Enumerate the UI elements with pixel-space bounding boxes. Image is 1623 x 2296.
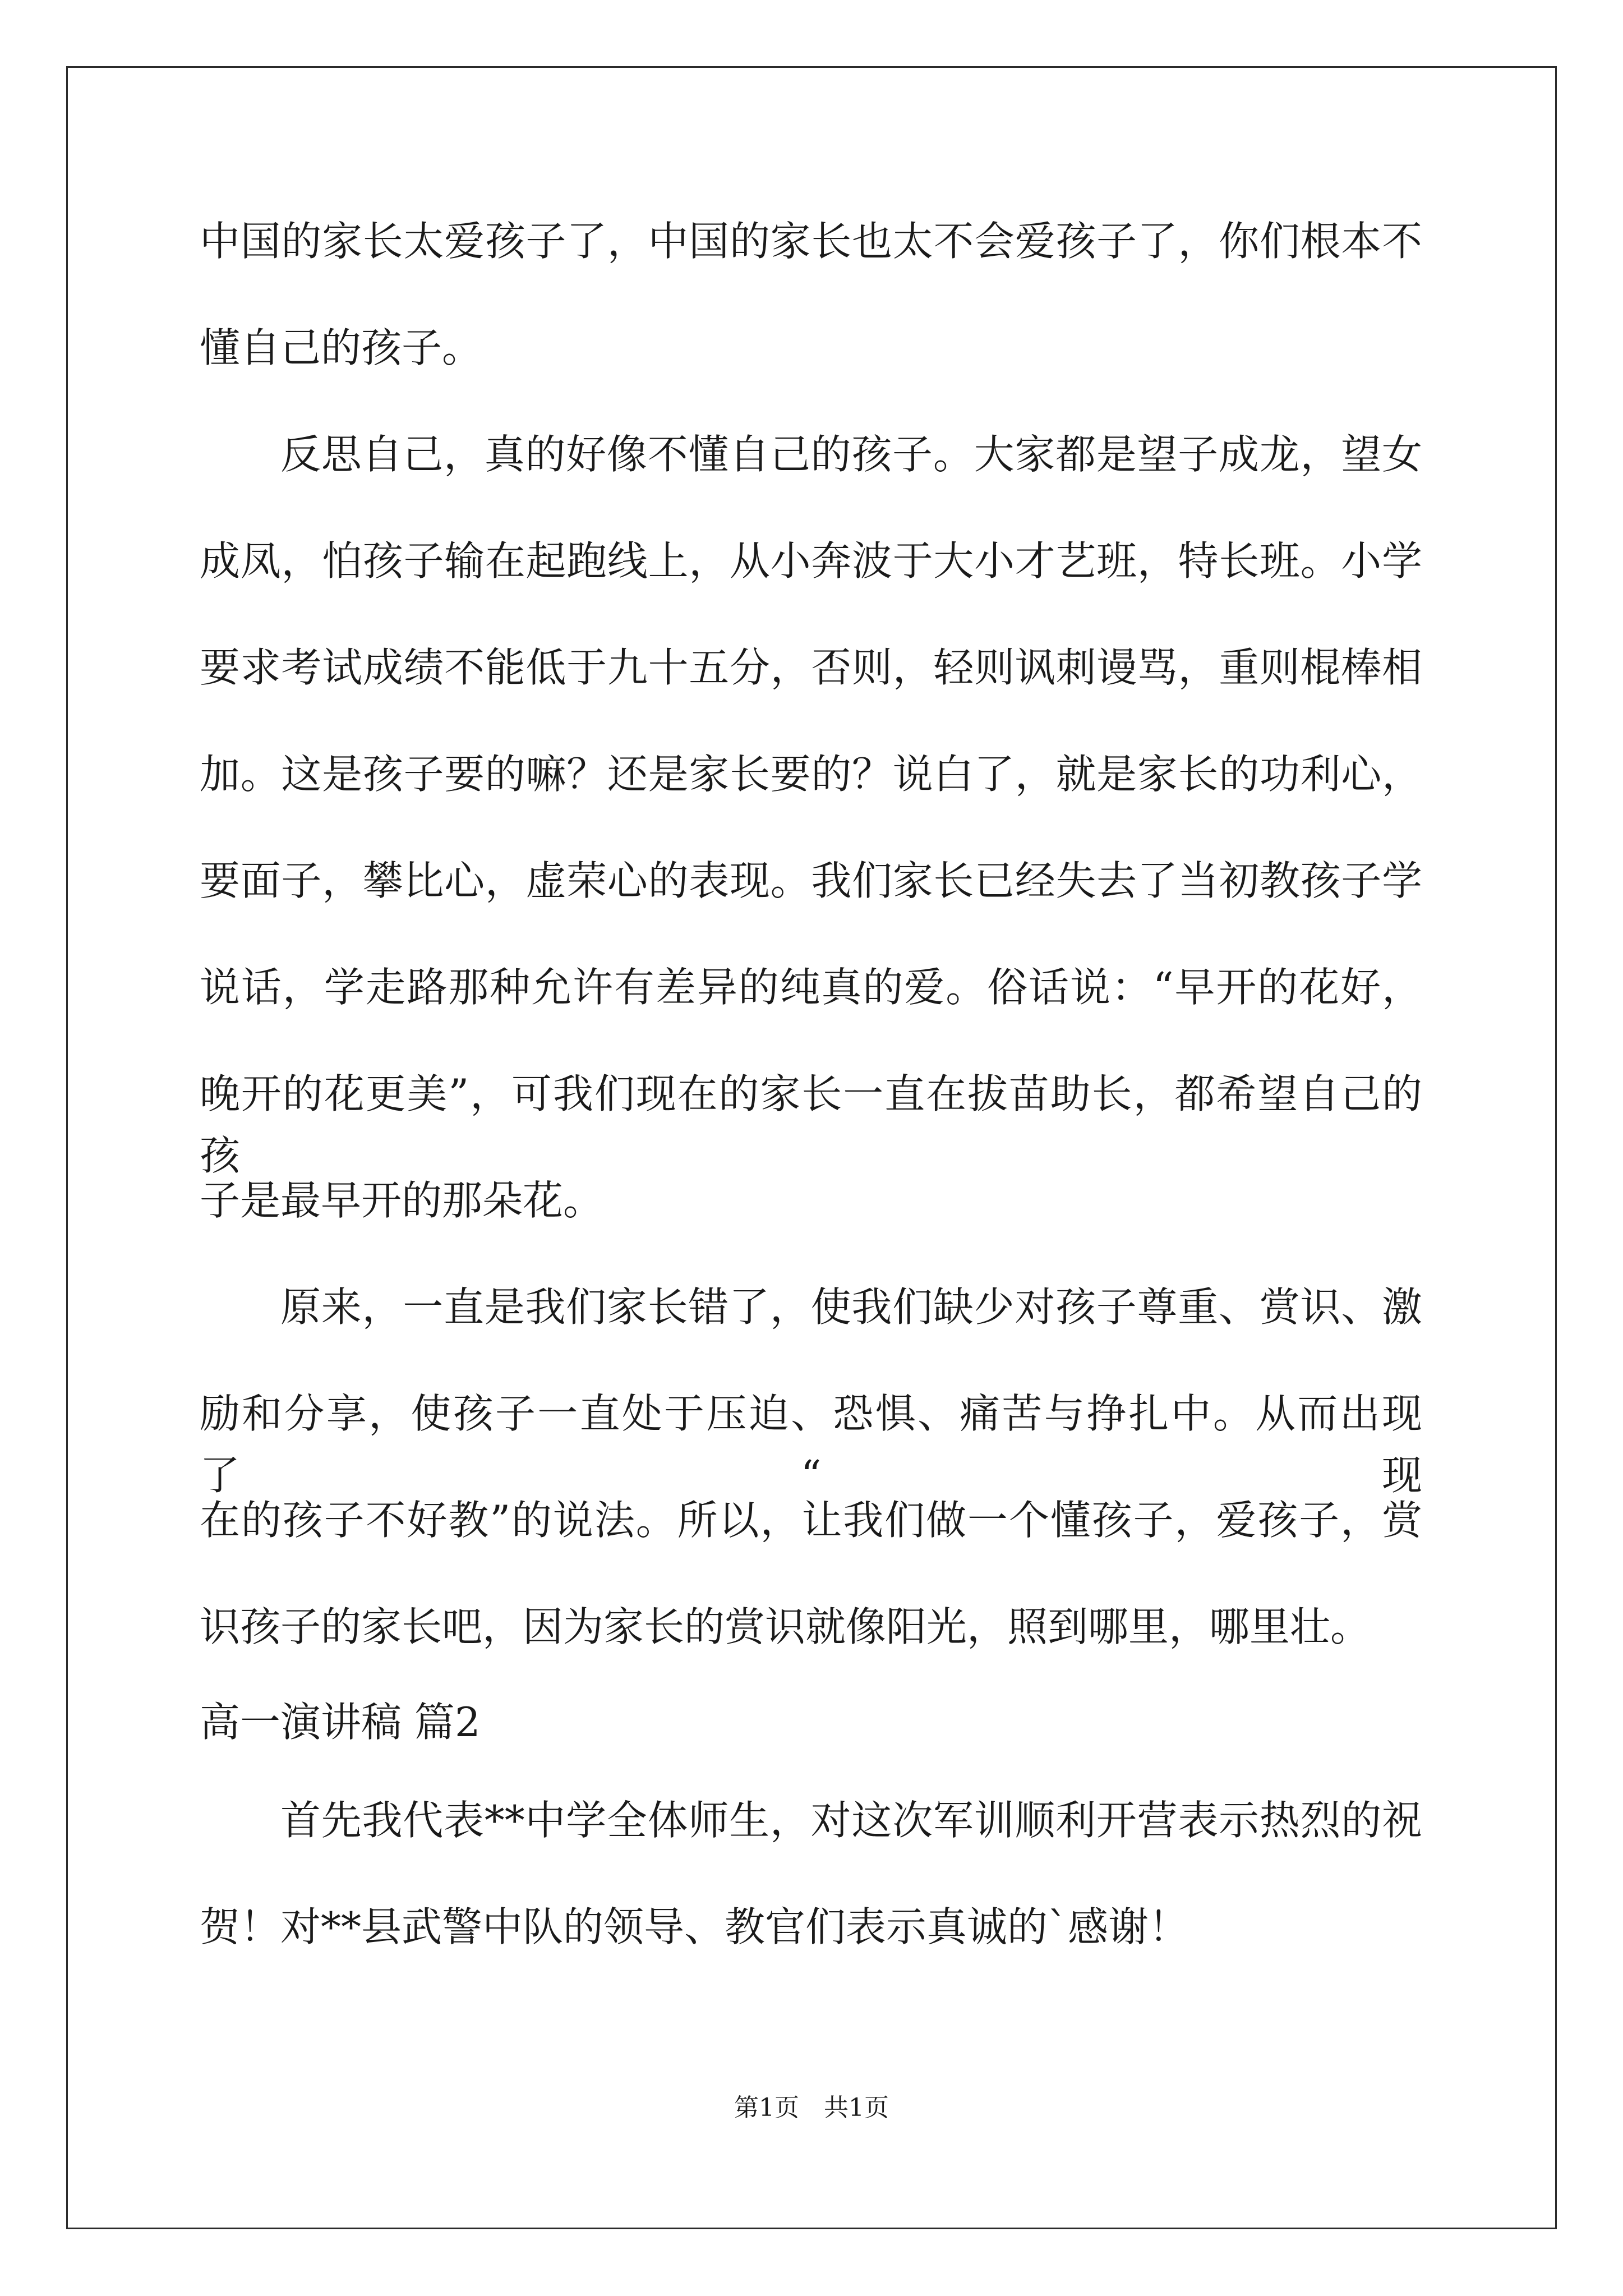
section-heading: 高一演讲稿 篇2 bbox=[200, 1699, 481, 1746]
text-line: 懂自己的孩子。 bbox=[200, 324, 483, 371]
text-line: 在的孩子不好教”的说法。所以，让我们做一个懂孩子，爱孩子，赏 bbox=[200, 1497, 1422, 1544]
text-line: 晚开的花更美”，可我们现在的家长一直在拔苗助长，都希望自己的孩 bbox=[200, 1070, 1422, 1179]
text-line: 要面子，攀比心，虚荣心的表现。我们家长已经失去了当初教孩子学 bbox=[200, 857, 1422, 904]
text-line: 励和分享，使孩子一直处于压迫、恐惧、痛苦与挣扎中。从而出现了“现 bbox=[200, 1390, 1422, 1499]
text-line: 识孩子的家长吧，因为家长的赏识就像阳光，照到哪里，哪里壮。 bbox=[200, 1603, 1371, 1650]
text-line: 加。这是孩子要的嘛？还是家长要的？说白了，就是家长的功利心， bbox=[200, 751, 1422, 798]
page-number-footer: 第1页 共1页 bbox=[734, 2093, 889, 2122]
text-line: 成凤，怕孩子输在起跑线上，从小奔波于大小才艺班，特长班。小学 bbox=[200, 537, 1422, 585]
paragraph-start-line: 反思自己，真的好像不懂自己的孩子。大家都是望子成龙，望女 bbox=[280, 431, 1422, 478]
paragraph-start-line: 原来，一直是我们家长错了，使我们缺少对孩子尊重、赏识、激 bbox=[280, 1283, 1422, 1331]
text-line: 贺！对**县武警中队的领导、教官们表示真诚的`感谢！ bbox=[200, 1903, 1189, 1950]
text-line: 子是最早开的那朵花。 bbox=[200, 1177, 604, 1224]
paragraph-start-line: 首先我代表**中学全体师生，对这次军训顺利开营表示热烈的祝 bbox=[280, 1797, 1422, 1844]
text-line: 说话，学走路那种允许有差异的纯真的爱。俗话说：“早开的花好， bbox=[200, 964, 1422, 1011]
text-line: 中国的家长太爱孩子了，中国的家长也太不会爱孩子了，你们根本不 bbox=[200, 218, 1422, 265]
text-line: 要求考试成绩不能低于九十五分，否则，轻则讽刺谩骂，重则棍棒相 bbox=[200, 644, 1422, 691]
